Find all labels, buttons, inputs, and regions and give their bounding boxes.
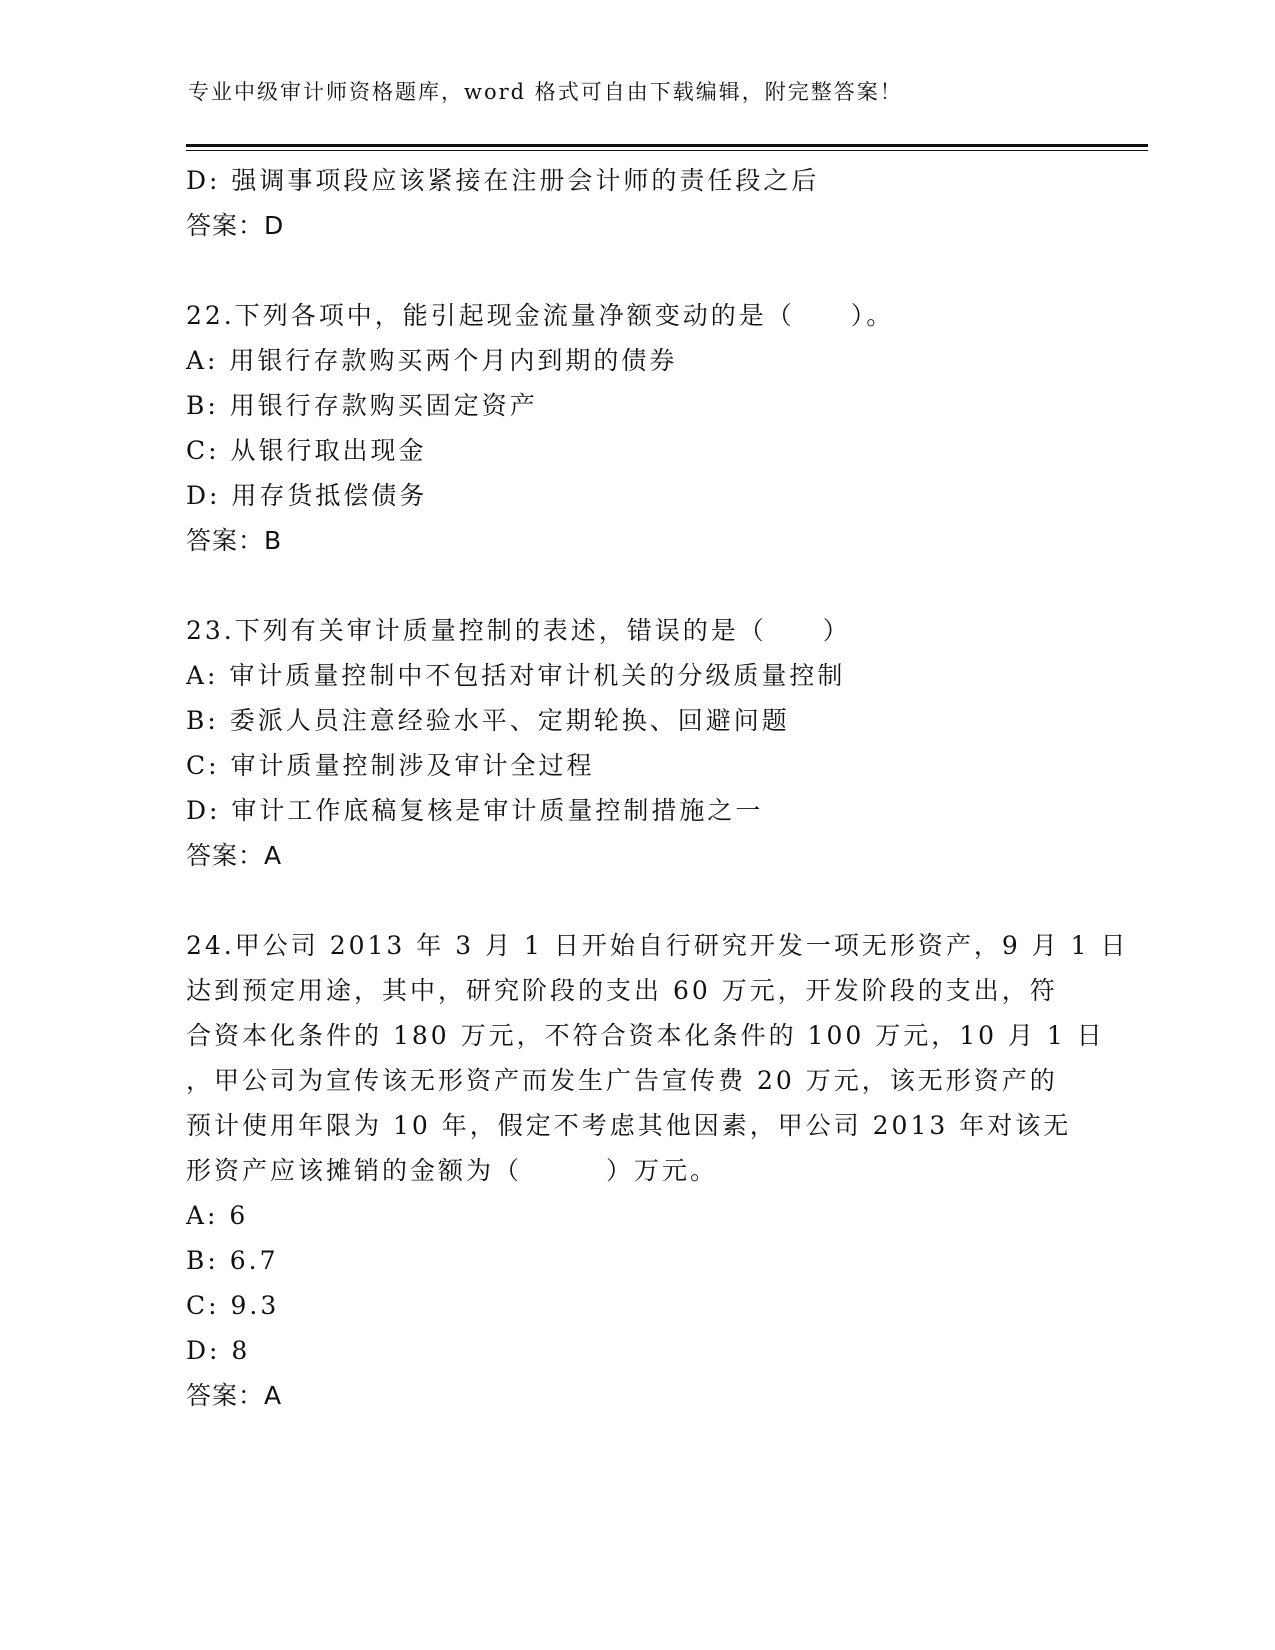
question-stem-line: 形资产应该摊销的金额为（ ）万元。 <box>186 1156 719 1185</box>
question-22 <box>186 293 1086 563</box>
header-rule-thin <box>186 150 1148 151</box>
answer-line: 答案：A <box>186 841 283 870</box>
question-stem-line: 24.甲公司 2013 年 3 月 1 日开始自行研究开发一项无形资产，9 月 1 日 <box>186 931 1129 960</box>
page-header: 专业中级审计师资格题库，word 格式可自由下载编辑，附完整答案！ <box>188 80 903 104</box>
option-b: B: 委派人员注意经验水平、定期轮换、回避问题 <box>186 706 790 735</box>
question-stem-line: ，甲公司为宣传该无形资产而发生广告宣传费 20 万元，该无形资产的 <box>186 1066 1058 1095</box>
question-stem-line: 预计使用年限为 10 年，假定不考虑其他因素，甲公司 2013 年对该无 <box>186 1111 1072 1140</box>
answer-line: 答案：A <box>186 1381 283 1410</box>
question-stem: 22.下列各项中，能引起现金流量净额变动的是（ ）。 <box>186 301 895 330</box>
option-c: C: 从银行取出现金 <box>186 436 427 465</box>
question-stem: 23.下列有关审计质量控制的表述，错误的是（ ） <box>186 616 851 645</box>
answer-line: 答案：D <box>186 211 285 240</box>
spacer <box>186 248 1086 293</box>
previous-question-tail <box>186 158 1086 248</box>
question-stem-line: 合资本化条件的 180 万元，不符合资本化条件的 100 万元，10 月 1 日 <box>186 1021 1105 1050</box>
answer-line: 答案：B <box>186 526 283 555</box>
option-d: D: 用存货抵偿债务 <box>186 481 428 510</box>
option-d: D: 8 <box>186 1336 251 1365</box>
spacer <box>186 878 1086 923</box>
option-c: C: 9.3 <box>186 1291 280 1320</box>
option-a: A: 审计质量控制中不包括对审计机关的分级质量控制 <box>186 661 846 690</box>
header-rule <box>186 144 1148 147</box>
question-23 <box>186 608 1086 878</box>
question-content <box>186 158 1129 1418</box>
option-d: D: 强调事项段应该紧接在注册会计师的责任段之后 <box>186 166 820 195</box>
option-a: A: 用银行存款购买两个月内到期的债券 <box>186 346 678 375</box>
option-a: A: 6 <box>186 1201 249 1230</box>
spacer <box>186 563 1086 608</box>
option-b: B: 用银行存款购买固定资产 <box>186 391 538 420</box>
option-b: B: 6.7 <box>186 1246 279 1275</box>
question-24 <box>186 923 1129 1418</box>
option-d: D: 审计工作底稿复核是审计质量控制措施之一 <box>186 796 764 825</box>
question-stem-line: 达到预定用途，其中，研究阶段的支出 60 万元，开发阶段的支出，符 <box>186 976 1058 1005</box>
option-c: C: 审计质量控制涉及审计全过程 <box>186 751 595 780</box>
